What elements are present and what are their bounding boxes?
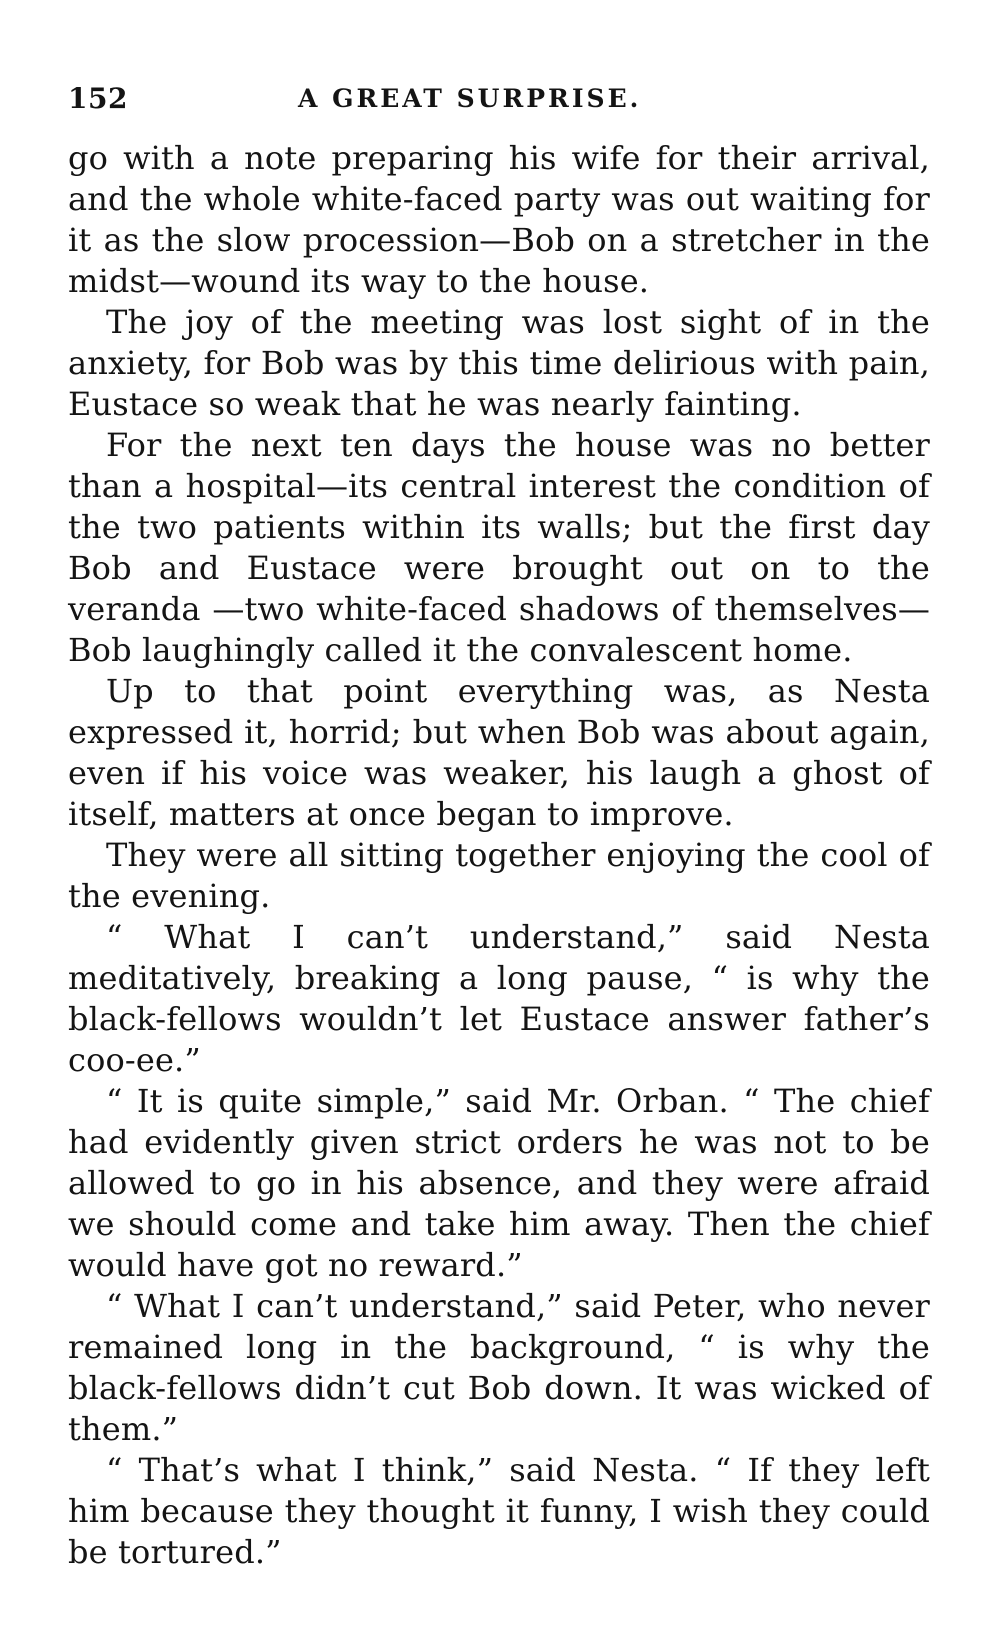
paragraph-2: The joy of the meeting was lost sight of in the anxiety, for Bob was by this time delirious with pain, Eustace so weak that he was nearly fainting.: [68, 303, 930, 423]
paragraph-7: “ It is quite simple,” said Mr. Orban. “ The chief had evidently given strict orders he was not to be allowed to go in his absence, and they were afraid we should come and take him away. Then the chief would have got no reward.”: [68, 1082, 930, 1284]
paragraph-5: They were all sitting together enjoying the cool of the evening.: [68, 836, 930, 915]
page-number: 152: [68, 82, 128, 115]
paragraph-4: Up to that point everything was, as Nesta expressed it, horrid; but when Bob was about again, even if his voice was weaker, his laugh a ghost of itself, matters at once began to improve.: [68, 672, 930, 833]
running-title: A GREAT SURPRISE.: [298, 84, 642, 113]
paragraph-9: “ That’s what I think,” said Nesta. “ If they left him because they thought it funny, I wish they could be tortured.”: [68, 1451, 930, 1571]
paragraph-1: go with a note preparing his wife for their arrival, and the whole white-faced party was out waiting for it as the slow procession—Bob on a stretcher in the midst—wound its way to the house.: [68, 139, 930, 300]
body-text: [68, 138, 930, 1573]
book-page: [68, 82, 930, 1573]
paragraph-6: “ What I can’t understand,” said Nesta meditatively, breaking a long pause, “ is why the black-fellows wouldn’t let Eustace answer father’s coo-ee.”: [68, 918, 930, 1079]
paragraph-3: For the next ten days the house was no better than a hospital—its central interest the condition of the two patients within its walls; but the first day Bob and Eustace were brought out on to the veranda —two white-faced shadows of themselves—Bob laughingly called it the convalescent home.: [68, 426, 930, 669]
page-header: [68, 82, 930, 122]
paragraph-8: “ What I can’t understand,” said Peter, who never remained long in the background, “ is why the black-fellows didn’t cut Bob down. It was wicked of them.”: [68, 1287, 930, 1448]
